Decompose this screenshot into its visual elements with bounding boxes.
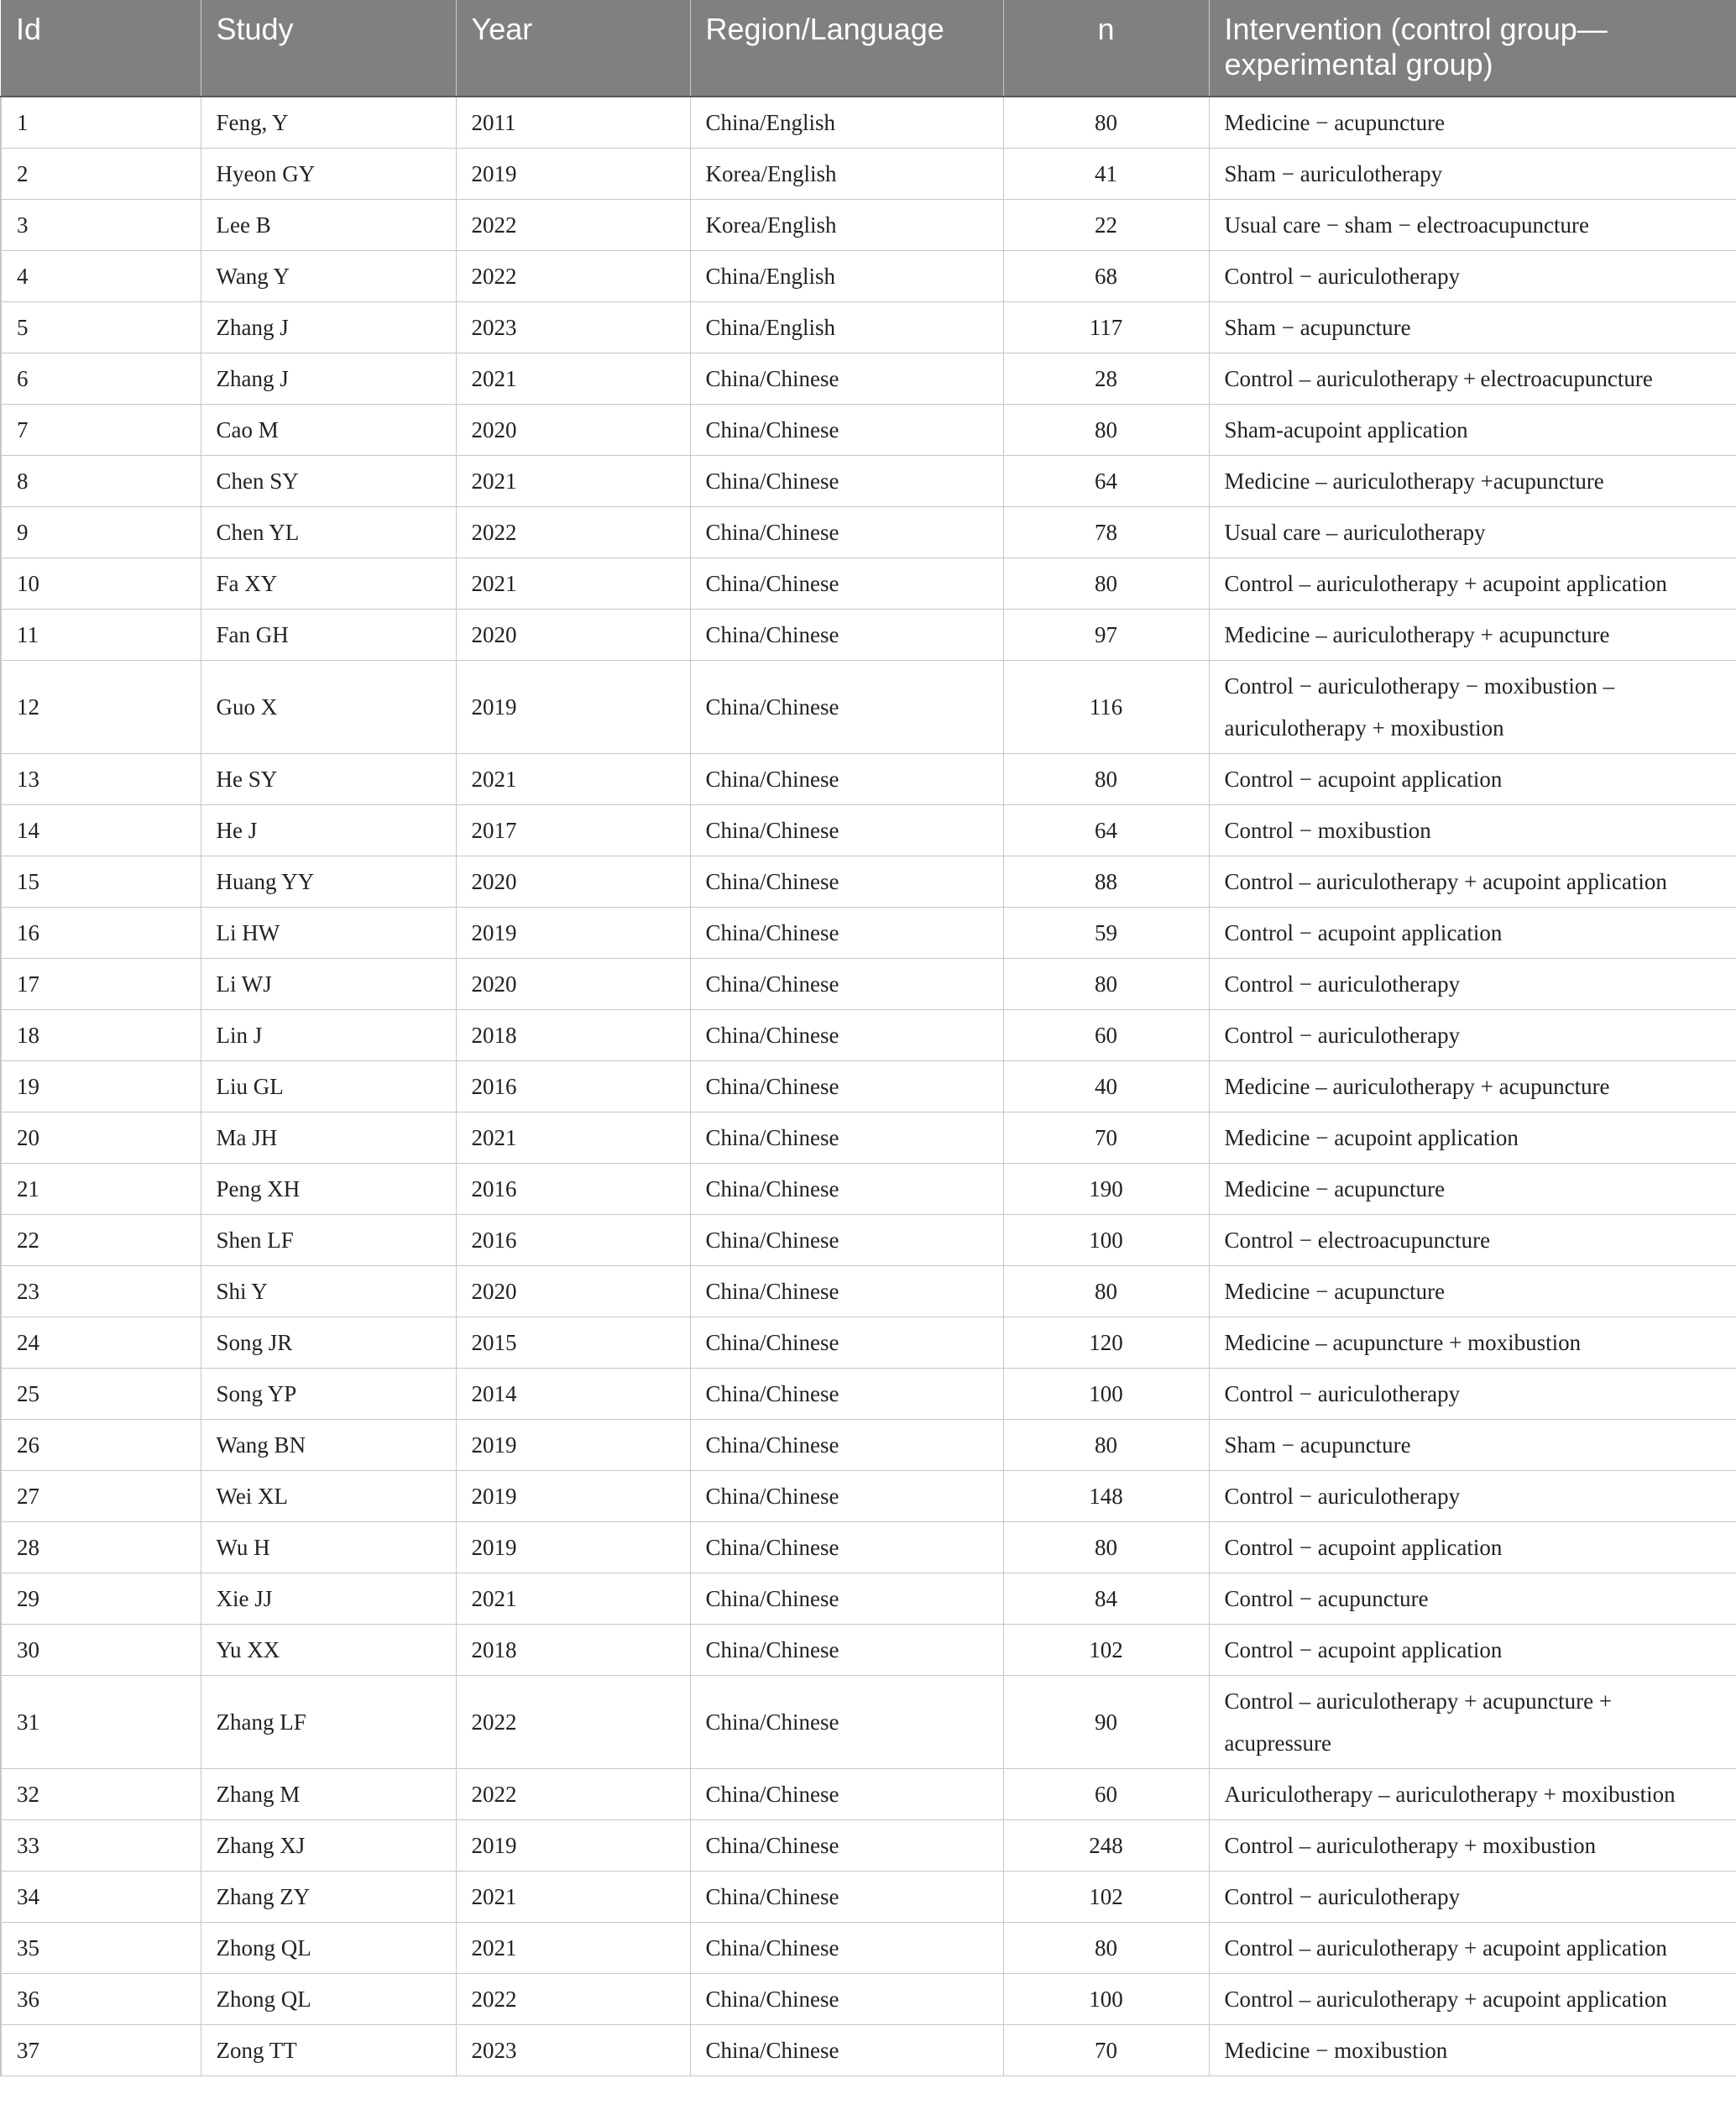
cell-study: Wang BN	[201, 1419, 456, 1470]
cell-n: 97	[1003, 609, 1209, 660]
table-row	[1, 301, 1736, 353]
cell-intervention: Medicine − acupuncture	[1209, 1265, 1736, 1317]
cell-n: 22	[1003, 199, 1209, 250]
cell-region-language: China/Chinese	[690, 1470, 1003, 1521]
cell-n: 80	[1003, 958, 1209, 1009]
cell-intervention: Medicine – auriculotherapy + acupuncture	[1209, 1060, 1736, 1112]
cell-id: 36	[1, 1973, 201, 2024]
cell-intervention: Control − acupuncture	[1209, 1573, 1736, 1624]
cell-id: 37	[1, 2024, 201, 2076]
cell-n: 60	[1003, 1009, 1209, 1060]
cell-id: 8	[1, 455, 201, 506]
table-row	[1, 455, 1736, 506]
cell-study: Song JR	[201, 1317, 456, 1368]
cell-n: 117	[1003, 301, 1209, 353]
cell-study: Ma JH	[201, 1112, 456, 1163]
cell-id: 35	[1, 1922, 201, 1973]
cell-study: Cao M	[201, 404, 456, 455]
cell-study: Shi Y	[201, 1265, 456, 1317]
cell-id: 15	[1, 856, 201, 907]
cell-id: 29	[1, 1573, 201, 1624]
cell-intervention: Control − moxibustion	[1209, 804, 1736, 856]
cell-study: Xie JJ	[201, 1573, 456, 1624]
table-body	[1, 97, 1736, 2076]
cell-region-language: China/Chinese	[690, 958, 1003, 1009]
table-row	[1, 353, 1736, 404]
table-row	[1, 1624, 1736, 1675]
cell-study: Peng XH	[201, 1163, 456, 1214]
cell-region-language: China/Chinese	[690, 1871, 1003, 1922]
cell-intervention: Sham − acupuncture	[1209, 1419, 1736, 1470]
cell-region-language: China/Chinese	[690, 609, 1003, 660]
cell-study: Zhang LF	[201, 1675, 456, 1768]
cell-intervention: Sham-acupoint application	[1209, 404, 1736, 455]
cell-intervention: Control − auriculotherapy	[1209, 1368, 1736, 1419]
cell-intervention: Control – auriculotherapy + acupoint application	[1209, 558, 1736, 609]
cell-id: 4	[1, 250, 201, 301]
cell-year: 2016	[456, 1163, 690, 1214]
cell-n: 68	[1003, 250, 1209, 301]
cell-id: 22	[1, 1214, 201, 1265]
cell-study: Wei XL	[201, 1470, 456, 1521]
cell-study: Zhang M	[201, 1768, 456, 1819]
cell-region-language: China/Chinese	[690, 1419, 1003, 1470]
table-row	[1, 1419, 1736, 1470]
table-row	[1, 404, 1736, 455]
cell-year: 2014	[456, 1368, 690, 1419]
cell-id: 3	[1, 199, 201, 250]
table-row	[1, 1573, 1736, 1624]
cell-year: 2021	[456, 558, 690, 609]
cell-year: 2022	[456, 1973, 690, 2024]
cell-year: 2018	[456, 1009, 690, 1060]
cell-region-language: China/Chinese	[690, 1060, 1003, 1112]
table-row	[1, 856, 1736, 907]
cell-region-language: China/English	[690, 301, 1003, 353]
table-row	[1, 1768, 1736, 1819]
cell-study: Li WJ	[201, 958, 456, 1009]
cell-n: 64	[1003, 455, 1209, 506]
table-row	[1, 660, 1736, 753]
cell-intervention: Control − acupoint application	[1209, 907, 1736, 958]
table-row	[1, 1112, 1736, 1163]
cell-region-language: China/Chinese	[690, 1163, 1003, 1214]
cell-year: 2019	[456, 1419, 690, 1470]
cell-study: Liu GL	[201, 1060, 456, 1112]
cell-year: 2021	[456, 455, 690, 506]
cell-study: Chen SY	[201, 455, 456, 506]
cell-year: 2021	[456, 1922, 690, 1973]
cell-region-language: China/Chinese	[690, 1768, 1003, 1819]
cell-intervention: Control – auriculotherapy + acupuncture + acupressure	[1209, 1675, 1736, 1768]
cell-study: Shen LF	[201, 1214, 456, 1265]
cell-intervention: Control − auriculotherapy	[1209, 958, 1736, 1009]
cell-region-language: China/Chinese	[690, 558, 1003, 609]
cell-id: 27	[1, 1470, 201, 1521]
cell-intervention: Medicine − moxibustion	[1209, 2024, 1736, 2076]
table-row	[1, 250, 1736, 301]
header-study: Study	[201, 0, 456, 97]
cell-id: 28	[1, 1521, 201, 1573]
cell-year: 2017	[456, 804, 690, 856]
cell-study: Zhong QL	[201, 1922, 456, 1973]
cell-year: 2019	[456, 660, 690, 753]
cell-id: 32	[1, 1768, 201, 1819]
cell-n: 102	[1003, 1624, 1209, 1675]
cell-id: 5	[1, 301, 201, 353]
cell-region-language: China/Chinese	[690, 1368, 1003, 1419]
cell-intervention: Medicine − acupoint application	[1209, 1112, 1736, 1163]
cell-region-language: China/Chinese	[690, 353, 1003, 404]
cell-year: 2021	[456, 1871, 690, 1922]
cell-id: 20	[1, 1112, 201, 1163]
table-row	[1, 148, 1736, 199]
table-row	[1, 1009, 1736, 1060]
cell-intervention: Control − auriculotherapy	[1209, 1470, 1736, 1521]
cell-id: 34	[1, 1871, 201, 1922]
cell-n: 80	[1003, 1265, 1209, 1317]
cell-intervention: Control − auriculotherapy − moxibustion – auriculotherapy + moxibustion	[1209, 660, 1736, 753]
cell-year: 2022	[456, 1768, 690, 1819]
table-row	[1, 1214, 1736, 1265]
table-row	[1, 1871, 1736, 1922]
cell-region-language: China/Chinese	[690, 2024, 1003, 2076]
cell-study: Wang Y	[201, 250, 456, 301]
cell-region-language: China/Chinese	[690, 1624, 1003, 1675]
cell-region-language: China/Chinese	[690, 1973, 1003, 2024]
cell-id: 25	[1, 1368, 201, 1419]
cell-intervention: Sham − acupuncture	[1209, 301, 1736, 353]
cell-id: 12	[1, 660, 201, 753]
cell-intervention: Control − electroacupuncture	[1209, 1214, 1736, 1265]
cell-n: 70	[1003, 1112, 1209, 1163]
cell-year: 2020	[456, 856, 690, 907]
table-row	[1, 1819, 1736, 1871]
cell-id: 10	[1, 558, 201, 609]
cell-year: 2021	[456, 1112, 690, 1163]
cell-year: 2019	[456, 907, 690, 958]
cell-year: 2019	[456, 1819, 690, 1871]
cell-year: 2021	[456, 353, 690, 404]
cell-year: 2020	[456, 609, 690, 660]
cell-region-language: China/Chinese	[690, 1317, 1003, 1368]
cell-study: Chen YL	[201, 506, 456, 558]
cell-id: 16	[1, 907, 201, 958]
cell-study: Zhang J	[201, 353, 456, 404]
table-row	[1, 1973, 1736, 2024]
cell-region-language: China/Chinese	[690, 455, 1003, 506]
cell-n: 248	[1003, 1819, 1209, 1871]
cell-id: 13	[1, 753, 201, 804]
cell-n: 190	[1003, 1163, 1209, 1214]
cell-n: 70	[1003, 2024, 1209, 2076]
cell-study: Zong TT	[201, 2024, 456, 2076]
cell-region-language: Korea/English	[690, 148, 1003, 199]
header-row	[1, 0, 1736, 97]
cell-id: 23	[1, 1265, 201, 1317]
cell-study: Li HW	[201, 907, 456, 958]
header-n: n	[1003, 0, 1209, 97]
cell-study: Zhang XJ	[201, 1819, 456, 1871]
cell-id: 31	[1, 1675, 201, 1768]
table-row	[1, 1675, 1736, 1768]
cell-intervention: Control − acupoint application	[1209, 1521, 1736, 1573]
cell-study: Zhang ZY	[201, 1871, 456, 1922]
cell-year: 2022	[456, 506, 690, 558]
cell-study: Lin J	[201, 1009, 456, 1060]
cell-intervention: Usual care – auriculotherapy	[1209, 506, 1736, 558]
cell-intervention: Sham − auriculotherapy	[1209, 148, 1736, 199]
cell-n: 80	[1003, 1922, 1209, 1973]
cell-region-language: China/Chinese	[690, 753, 1003, 804]
cell-id: 14	[1, 804, 201, 856]
cell-study: Wu H	[201, 1521, 456, 1573]
table-row	[1, 753, 1736, 804]
cell-id: 2	[1, 148, 201, 199]
cell-id: 24	[1, 1317, 201, 1368]
cell-study: Zhang J	[201, 301, 456, 353]
cell-year: 2022	[456, 250, 690, 301]
table-row	[1, 958, 1736, 1009]
table-row	[1, 804, 1736, 856]
cell-region-language: China/Chinese	[690, 856, 1003, 907]
cell-id: 30	[1, 1624, 201, 1675]
cell-study: He SY	[201, 753, 456, 804]
table-row	[1, 1521, 1736, 1573]
header-id: Id	[1, 0, 201, 97]
cell-study: Fan GH	[201, 609, 456, 660]
cell-year: 2020	[456, 958, 690, 1009]
table-row	[1, 1060, 1736, 1112]
header-intervention: Intervention (control group—experimental group)	[1209, 0, 1736, 97]
table-row	[1, 609, 1736, 660]
cell-year: 2016	[456, 1214, 690, 1265]
table-row	[1, 907, 1736, 958]
cell-n: 59	[1003, 907, 1209, 958]
cell-intervention: Control – auriculotherapy + electroacupuncture	[1209, 353, 1736, 404]
table-row	[1, 1470, 1736, 1521]
cell-intervention: Control – auriculotherapy + acupoint application	[1209, 1973, 1736, 2024]
cell-id: 33	[1, 1819, 201, 1871]
cell-n: 120	[1003, 1317, 1209, 1368]
cell-id: 18	[1, 1009, 201, 1060]
cell-n: 80	[1003, 1419, 1209, 1470]
cell-region-language: China/Chinese	[690, 1265, 1003, 1317]
cell-n: 80	[1003, 1521, 1209, 1573]
cell-n: 80	[1003, 753, 1209, 804]
cell-n: 40	[1003, 1060, 1209, 1112]
table-row	[1, 2024, 1736, 2076]
cell-region-language: China/Chinese	[690, 804, 1003, 856]
cell-intervention: Control – auriculotherapy + acupoint application	[1209, 1922, 1736, 1973]
cell-intervention: Control − acupoint application	[1209, 1624, 1736, 1675]
cell-year: 2015	[456, 1317, 690, 1368]
cell-study: Fa XY	[201, 558, 456, 609]
table-row	[1, 1265, 1736, 1317]
cell-n: 80	[1003, 404, 1209, 455]
cell-n: 64	[1003, 804, 1209, 856]
cell-year: 2018	[456, 1624, 690, 1675]
cell-year: 2019	[456, 1470, 690, 1521]
table-row	[1, 506, 1736, 558]
cell-id: 11	[1, 609, 201, 660]
cell-n: 100	[1003, 1368, 1209, 1419]
cell-year: 2020	[456, 404, 690, 455]
cell-n: 41	[1003, 148, 1209, 199]
cell-id: 9	[1, 506, 201, 558]
cell-id: 26	[1, 1419, 201, 1470]
cell-year: 2019	[456, 148, 690, 199]
cell-region-language: China/Chinese	[690, 1675, 1003, 1768]
cell-id: 7	[1, 404, 201, 455]
cell-year: 2022	[456, 1675, 690, 1768]
table-row	[1, 1317, 1736, 1368]
cell-region-language: China/Chinese	[690, 1922, 1003, 1973]
cell-study: Feng, Y	[201, 97, 456, 148]
cell-year: 2023	[456, 2024, 690, 2076]
cell-intervention: Medicine – auriculotherapy + acupuncture	[1209, 609, 1736, 660]
cell-intervention: Control – auriculotherapy + moxibustion	[1209, 1819, 1736, 1871]
cell-intervention: Usual care − sham − electroacupuncture	[1209, 199, 1736, 250]
cell-region-language: China/Chinese	[690, 907, 1003, 958]
cell-n: 80	[1003, 558, 1209, 609]
cell-region-language: China/Chinese	[690, 1573, 1003, 1624]
cell-year: 2020	[456, 1265, 690, 1317]
cell-study: Guo X	[201, 660, 456, 753]
cell-region-language: Korea/English	[690, 199, 1003, 250]
table-row	[1, 199, 1736, 250]
cell-study: Hyeon GY	[201, 148, 456, 199]
cell-year: 2021	[456, 753, 690, 804]
cell-intervention: Control − acupoint application	[1209, 753, 1736, 804]
cell-n: 28	[1003, 353, 1209, 404]
cell-region-language: China/Chinese	[690, 1214, 1003, 1265]
cell-intervention: Auriculotherapy – auriculotherapy + moxibustion	[1209, 1768, 1736, 1819]
cell-n: 148	[1003, 1470, 1209, 1521]
cell-n: 88	[1003, 856, 1209, 907]
cell-region-language: China/Chinese	[690, 1819, 1003, 1871]
cell-year: 2016	[456, 1060, 690, 1112]
cell-year: 2019	[456, 1521, 690, 1573]
cell-intervention: Control − auriculotherapy	[1209, 1871, 1736, 1922]
cell-year: 2011	[456, 97, 690, 148]
cell-region-language: China/Chinese	[690, 660, 1003, 753]
table-row	[1, 1163, 1736, 1214]
cell-region-language: China/Chinese	[690, 1009, 1003, 1060]
table-row	[1, 1368, 1736, 1419]
cell-id: 1	[1, 97, 201, 148]
cell-n: 60	[1003, 1768, 1209, 1819]
table-header	[1, 0, 1736, 97]
cell-id: 21	[1, 1163, 201, 1214]
cell-year: 2021	[456, 1573, 690, 1624]
cell-intervention: Control − auriculotherapy	[1209, 250, 1736, 301]
cell-region-language: China/Chinese	[690, 1521, 1003, 1573]
cell-n: 80	[1003, 97, 1209, 148]
cell-study: Song YP	[201, 1368, 456, 1419]
cell-study: Huang YY	[201, 856, 456, 907]
cell-n: 90	[1003, 1675, 1209, 1768]
cell-n: 78	[1003, 506, 1209, 558]
cell-study: Yu XX	[201, 1624, 456, 1675]
cell-year: 2022	[456, 199, 690, 250]
table-row	[1, 97, 1736, 148]
cell-n: 116	[1003, 660, 1209, 753]
cell-intervention: Medicine − acupuncture	[1209, 1163, 1736, 1214]
cell-id: 6	[1, 353, 201, 404]
cell-region-language: China/Chinese	[690, 506, 1003, 558]
cell-n: 102	[1003, 1871, 1209, 1922]
header-year: Year	[456, 0, 690, 97]
cell-region-language: China/English	[690, 97, 1003, 148]
cell-id: 19	[1, 1060, 201, 1112]
cell-n: 100	[1003, 1973, 1209, 2024]
cell-n: 84	[1003, 1573, 1209, 1624]
cell-study: Zhong QL	[201, 1973, 456, 2024]
table-row	[1, 1922, 1736, 1973]
cell-region-language: China/English	[690, 250, 1003, 301]
header-region-language: Region/Language	[690, 0, 1003, 97]
cell-intervention: Medicine − acupuncture	[1209, 97, 1736, 148]
cell-n: 100	[1003, 1214, 1209, 1265]
table-row	[1, 558, 1736, 609]
cell-intervention: Control − auriculotherapy	[1209, 1009, 1736, 1060]
cell-intervention: Control – auriculotherapy + acupoint application	[1209, 856, 1736, 907]
cell-study: He J	[201, 804, 456, 856]
cell-intervention: Medicine – acupuncture + moxibustion	[1209, 1317, 1736, 1368]
cell-study: Lee B	[201, 199, 456, 250]
cell-year: 2023	[456, 301, 690, 353]
cell-region-language: China/Chinese	[690, 404, 1003, 455]
cell-id: 17	[1, 958, 201, 1009]
cell-region-language: China/Chinese	[690, 1112, 1003, 1163]
cell-intervention: Medicine – auriculotherapy +acupuncture	[1209, 455, 1736, 506]
